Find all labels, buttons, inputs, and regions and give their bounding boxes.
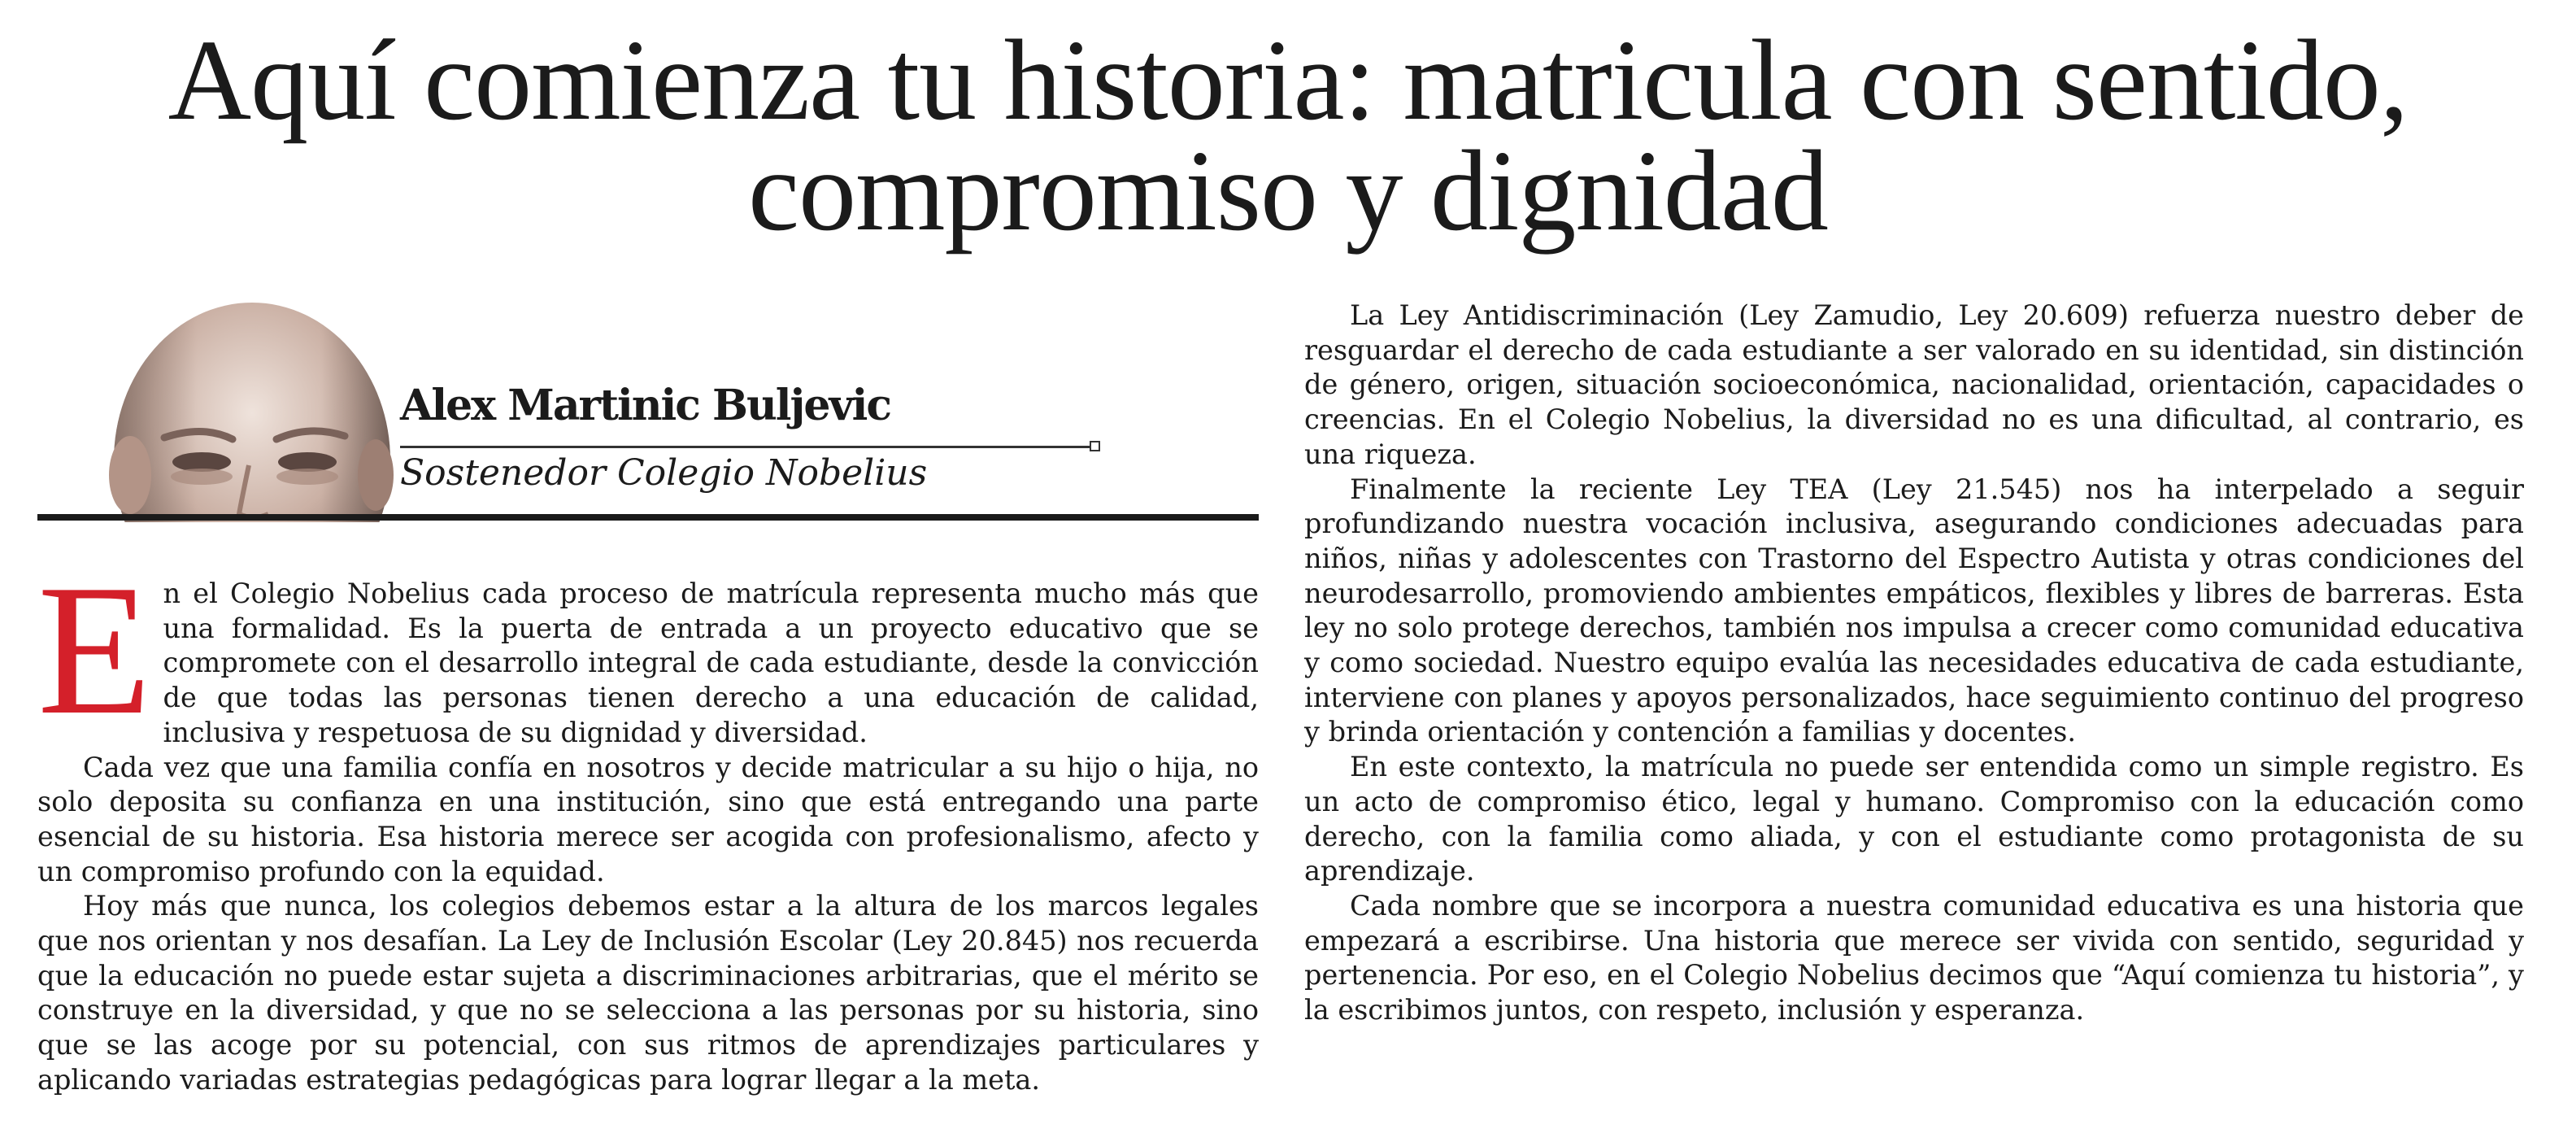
paragraph-text: n el Colegio Nobelius cada proceso de matrícula representa mucho más que una formalidad. Es la puerta de entrada a un proyecto educativo que se compromete con el desarrollo integral de cada estudiante, desde la convicción de que todas las personas tienen derecho a una educación de calidad, inclusiva y respetuosa de su dignidad y diversidad.	[163, 578, 1259, 748]
drop-cap: E	[37, 546, 152, 753]
paragraph	[37, 546, 1259, 753]
rule-end-square	[1090, 441, 1100, 451]
author-name: Alex Martinic Buljevic	[400, 381, 891, 430]
paragraph: En este contexto, la matrícula no puede ser entendida como un simple registro. Es un acto de compromiso ético, legal y humano. Compromiso con la educación como derecho, con la familia como aliada, y con el estudiante como protagonista de su aprendizaje.	[1304, 751, 2524, 887]
paragraph: Cada nombre que se incorpora a nuestra comunidad educativa es una historia que empezará a escribirse. Una historia que merece ser vivida con sentido, seguridad y pertenencia. Por eso, en el Colegio Nobelius decimos que “Aquí comienza tu historia”, y la escribimos juntos, con respeto, inclusión y esperanza.	[1304, 889, 2524, 1026]
author-byline	[37, 293, 1257, 521]
paragraph: La Ley Antidiscriminación (Ley Zamudio, Ley 20.609) refuerza nuestro deber de resguardar el derecho de cada estudiante a ser valorado en su identidad, sin distinción de género, origen, situación socioeconómica, nacionalidad, orientación, capacidades o creencias. En el Colegio Nobelius, la diversidad no es una dificultad, al contrario, es una riqueza.	[1304, 299, 2524, 470]
name-underline-rule	[400, 446, 1091, 448]
article-column-right	[1304, 299, 2524, 1028]
author-photo	[83, 301, 408, 522]
headline-line-2: compromiso y dignidad	[748, 126, 1828, 255]
byline-divider	[37, 514, 1259, 521]
article-column-left	[37, 546, 1259, 1098]
headline-line-1: Aquí comienza tu historia: matricula con sentido,	[168, 15, 2408, 144]
paragraph: Cada vez que una familia confía en nosotros y decide matricular a su hijo o hija, no solo deposita su confianza en una institución, sino que está entregando una parte esencial de su historia. Esa historia merece ser acogida con profesionalismo, afecto y un compromiso profundo con la equidad.	[37, 751, 1259, 887]
paragraph: Finalmente la reciente Ley TEA (Ley 21.545) nos ha interpelado a seguir profundizando nuestra vocación inclusiva, asegurando condiciones adecuadas para niños, niñas y adolescentes con Trastorno del Espectro Autista y otras condiciones del neurodesarrollo, promoviendo ambientes empáticos, flexibles y libres de barreras. Esta ley no solo protege derechos, también nos impulsa a crecer como comunidad educativa y como sociedad. Nuestro equipo evalúa las necesidades educativa de cada estudiante, interviene con planes y apoyos personalizados, hace seguimiento continuo del progreso y brinda orientación y contención a familias y docentes.	[1304, 473, 2524, 748]
author-portrait-image	[83, 301, 408, 522]
paragraph: Hoy más que nunca, los colegios debemos estar a la altura de los marcos legales que nos orientan y nos desafían. La Ley de Inclusión Escolar (Ley 20.845) nos recuerda que la educación no puede estar sujeta a discriminaciones arbitrarias, que el mérito se construye en la diversidad, y que no se selecciona a las personas por su historia, sino que se las acoge por su potencial, con sus ritmos de aprendizajes particulares y aplicando variadas estrategias pedagógicas para lograr llegar a la meta.	[37, 890, 1259, 1096]
article-headline	[33, 15, 2543, 255]
author-role: Sostenedor Colegio Nobelius	[400, 452, 928, 494]
